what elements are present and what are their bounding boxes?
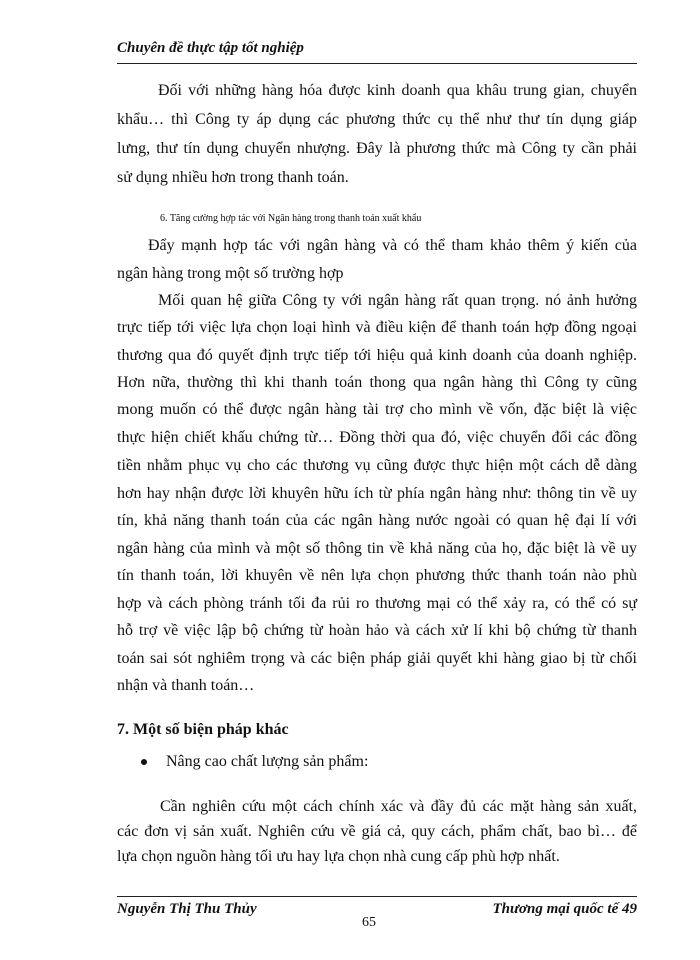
p2-line-1: Đẩy mạnh hợp tác với ngân hàng và có thể tham khảo thêm ý kiến của: [148, 237, 637, 254]
page-number: 65: [362, 915, 376, 930]
p1-line-3: lưng, thư tín dụng chuyển nhượng. Đây là phương thức mà Công ty cần phải: [117, 140, 637, 157]
p3-line-9: tín, khả năng thanh toán của các ngân hàng nước ngoài có quan hệ đại lí với: [117, 512, 637, 529]
bullet-icon: [141, 759, 147, 765]
p3-line-1: Mối quan hệ giữa Công ty với ngân hàng rất quan trọng. nó ảnh hưởng: [158, 292, 637, 309]
footer-class: Thương mại quốc tế 49: [492, 901, 637, 917]
p3-line-5: mong muốn có thể được ngân hàng tài trợ cho mình về vốn, đặc biệt là việc: [117, 401, 637, 418]
p3-line-2: trực tiếp tới việc lựa chọn loại hình và điều kiện để thanh toán hợp đồng ngoại: [117, 319, 637, 336]
p3-line-11: tín thanh toán, lời khuyên về nên lựa chọn phương thức thanh toán nào phù: [117, 567, 637, 584]
section-7-heading: 7. Một số biện pháp khác: [117, 721, 289, 738]
p1-line-2: khẩu… thì Công ty áp dụng các phương thức cụ thể như thư tín dụng giáp: [117, 111, 637, 128]
p3-line-8: hơn hay nhận được lời khuyên hữu ích từ phía ngân hàng như: thông tin về uy: [117, 485, 637, 502]
p2-line-2: ngân hàng trong một số trường hợp: [117, 265, 344, 282]
footer-rule: [117, 896, 637, 897]
section-6-heading: 6. Tăng cường hợp tác với Ngân hàng trong thanh toán xuất khẩu: [160, 213, 422, 224]
header-rule: [117, 63, 637, 64]
p3-line-12: hợp và cách phòng tránh tối đa rủi ro thương mại có thể xảy ra, có thể có sự: [117, 595, 637, 612]
p3-line-3: thương qua đó quyết định trực tiếp tới hiệu quả kinh doanh của doanh nghiệp.: [117, 347, 637, 364]
p1-line-1: Đối với những hàng hóa được kinh doanh qua khâu trung gian, chuyển: [158, 82, 637, 99]
p3-line-7: tiền nhằm phục vụ cho các thương vụ cũng được thực hiện một cách dễ dàng: [117, 457, 637, 474]
p3-line-15: nhận và thanh toán…: [117, 677, 255, 694]
p3-line-13: hỗ trợ về việc lập bộ chứng từ hoàn hảo và cách xử lí khi bộ chứng từ thanh: [117, 622, 637, 639]
p3-line-6: thực hiện chiết khấu chứng từ… Đồng thời qua đó, việc chuyển đổi các đồng: [117, 429, 637, 446]
p1-line-4: sử dụng nhiều hơn trong thanh toán.: [117, 169, 349, 186]
p3-line-10: ngân hàng của mình và một số thông tin về khả năng của họ, đặc biệt là về uy: [117, 540, 637, 557]
running-header: Chuyên đề thực tập tốt nghiệp: [117, 40, 304, 56]
p3-line-4: Hơn nữa, thường thì khi thanh toán thong qua ngân hàng thì Công ty cũng: [117, 374, 637, 391]
p4-line-2: các đơn vị sản xuất. Nghiên cứu về giá cả, quy cách, phẩm chất, bao bì… để: [117, 823, 637, 840]
p4-line-1: Cần nghiên cứu một cách chính xác và đầy đủ các mặt hàng sản xuất,: [160, 798, 637, 815]
bullet-item: Nâng cao chất lượng sản phẩm:: [166, 753, 369, 770]
p3-line-14: toán sai sót nghiêm trọng và các biện pháp giải quyết khi hàng giao bị từ chối: [117, 650, 637, 667]
p4-line-3: lựa chọn nguồn hàng tối ưu hay lựa chọn nhà cung cấp phù hợp nhất.: [117, 848, 560, 865]
footer-author: Nguyễn Thị Thu Thủy: [117, 901, 257, 917]
